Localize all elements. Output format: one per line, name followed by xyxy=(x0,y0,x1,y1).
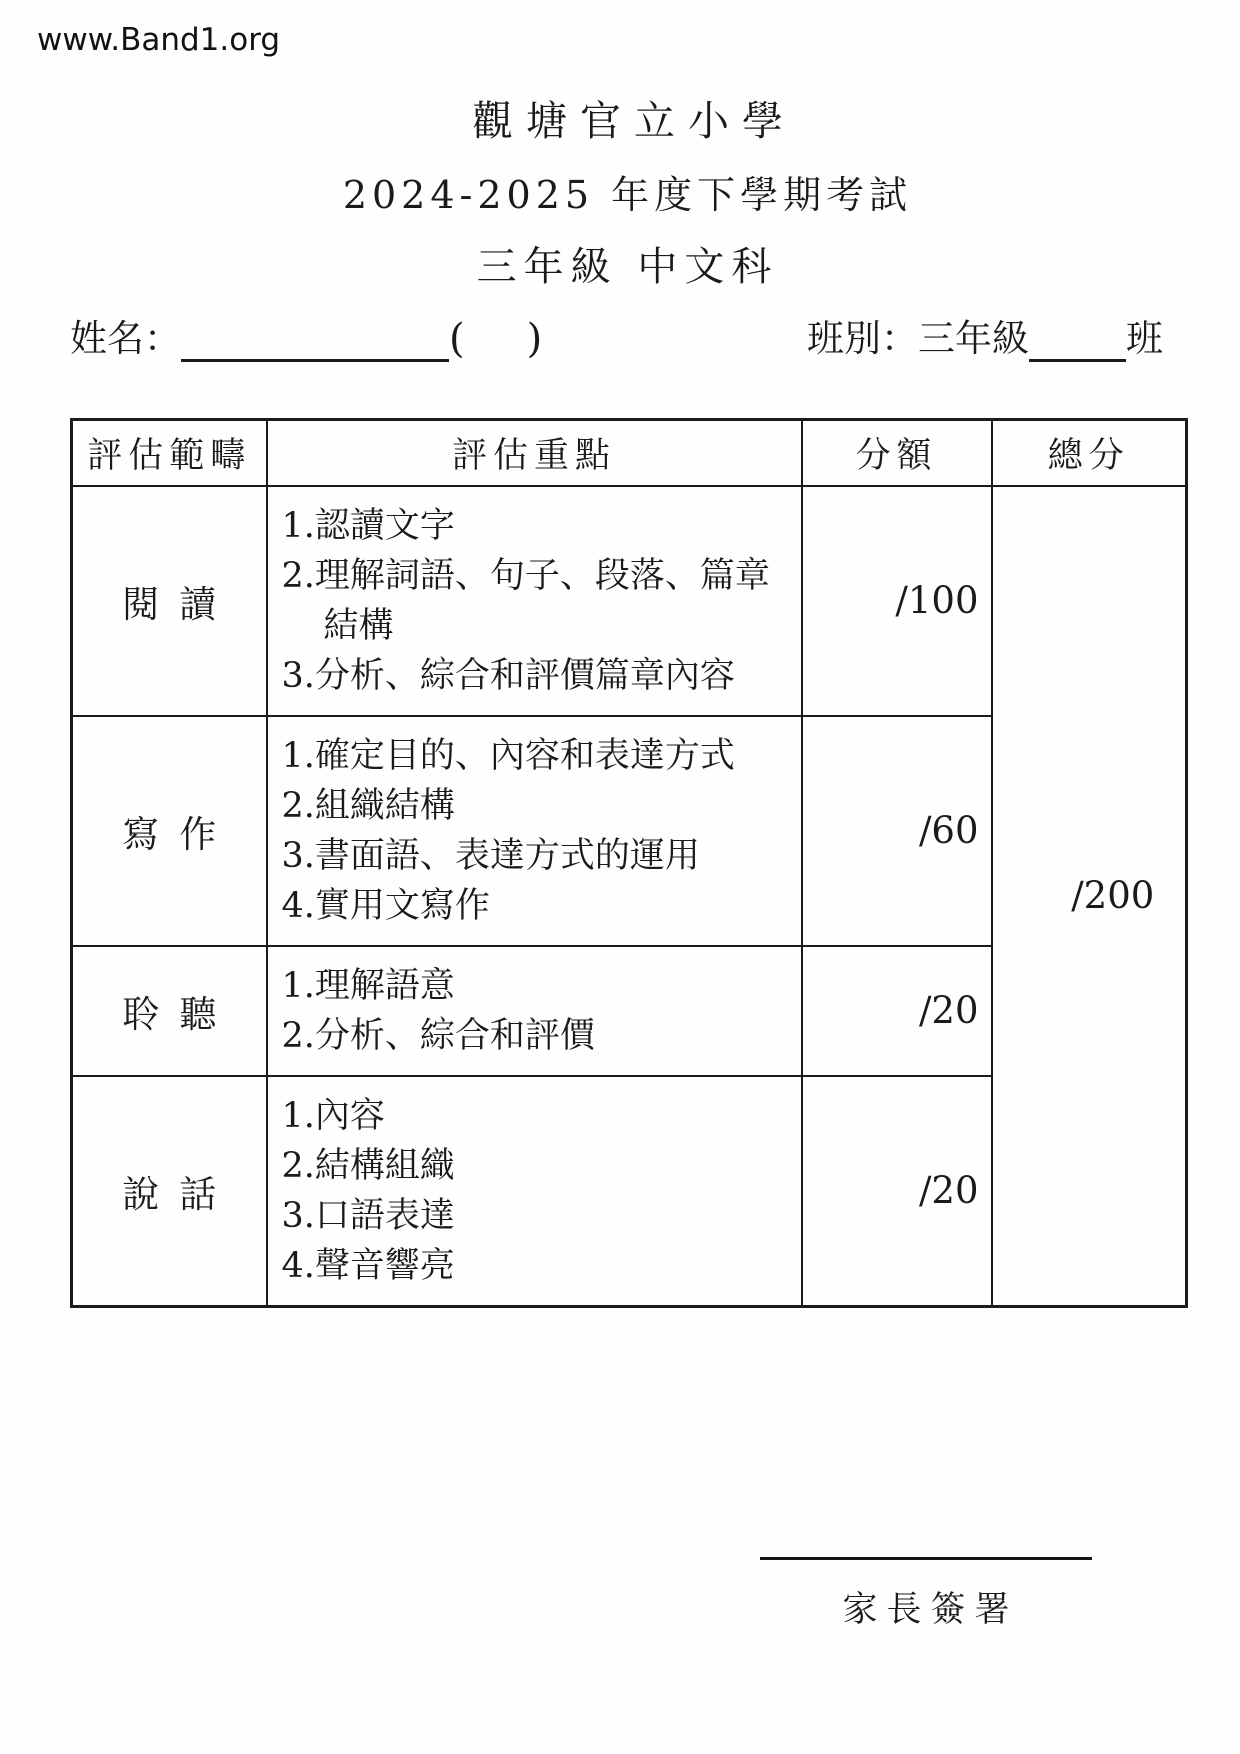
table-header-row xyxy=(72,420,1187,486)
name-label: 姓名： xyxy=(70,317,181,360)
domain-cell: 閱讀 xyxy=(72,486,267,716)
paren-close: ) xyxy=(526,316,543,362)
class-label: 班別： xyxy=(807,317,918,360)
domain-cell: 寫作 xyxy=(72,716,267,946)
domain-cell: 聆聽 xyxy=(72,946,267,1076)
assessment-table xyxy=(70,418,1188,1308)
class-suffix: 班 xyxy=(1126,317,1163,360)
point-line: 1.內容 xyxy=(281,1095,385,1136)
point-line: 1.確定目的、內容和表達方式 xyxy=(281,735,735,776)
point-line: 3.口語表達 xyxy=(281,1195,455,1236)
watermark-url: www.Band1.org xyxy=(37,22,281,58)
class-prefix: 三年級 xyxy=(918,317,1029,360)
header-total: 總分 xyxy=(992,420,1187,486)
signature-block xyxy=(760,1556,1092,1632)
signature-line xyxy=(760,1556,1092,1560)
score-cell: /20 xyxy=(802,946,992,1076)
point-line: 2.理解詞語、句子、段落、篇章 xyxy=(281,555,770,596)
assessment-table-body xyxy=(72,486,1187,1307)
point-line: 結構 xyxy=(323,605,394,646)
grade-subject: 三年級 中文科 xyxy=(476,244,779,290)
name-blank-line xyxy=(181,322,449,362)
points-cell xyxy=(267,486,802,716)
domain-cell: 說話 xyxy=(72,1076,267,1307)
point-line: 4.實用文寫作 xyxy=(281,885,490,926)
point-line: 1.理解語意 xyxy=(281,965,455,1006)
header-assessment-domain: 評估範疇 xyxy=(72,420,267,486)
class-field-group xyxy=(807,308,1163,362)
point-line: 2.組織結構 xyxy=(281,785,455,826)
signature-label: 家長簽署 xyxy=(842,1589,1019,1630)
score-cell: /20 xyxy=(802,1076,992,1307)
point-line: 4.聲音響亮 xyxy=(281,1245,455,1286)
class-blank-line xyxy=(1029,322,1126,362)
header-assessment-focus: 評估重點 xyxy=(267,420,802,486)
page-content xyxy=(70,0,1185,1632)
table-row xyxy=(72,486,1187,716)
points-cell xyxy=(267,946,802,1076)
point-line: 2.結構組織 xyxy=(281,1145,455,1186)
points-cell xyxy=(267,716,802,946)
score-cell: /60 xyxy=(802,716,992,946)
paren-open: ( xyxy=(449,316,465,362)
total-score-cell: /200 xyxy=(992,486,1187,1307)
title-block xyxy=(70,88,1185,292)
name-field-group xyxy=(70,308,542,362)
points-cell xyxy=(267,1076,802,1307)
header-marks: 分額 xyxy=(802,420,992,486)
exam-title: 2024-2025 年度下學期考試 xyxy=(342,173,913,217)
student-info-row xyxy=(70,314,1185,362)
point-line: 1.認讀文字 xyxy=(281,505,455,546)
point-line: 3.書面語、表達方式的運用 xyxy=(281,835,700,876)
score-cell: /100 xyxy=(802,486,992,716)
school-name: 觀塘官立小學 xyxy=(472,97,796,145)
point-line: 3.分析、綜合和評價篇章內容 xyxy=(281,655,735,696)
point-line: 2.分析、綜合和評價 xyxy=(281,1015,595,1056)
